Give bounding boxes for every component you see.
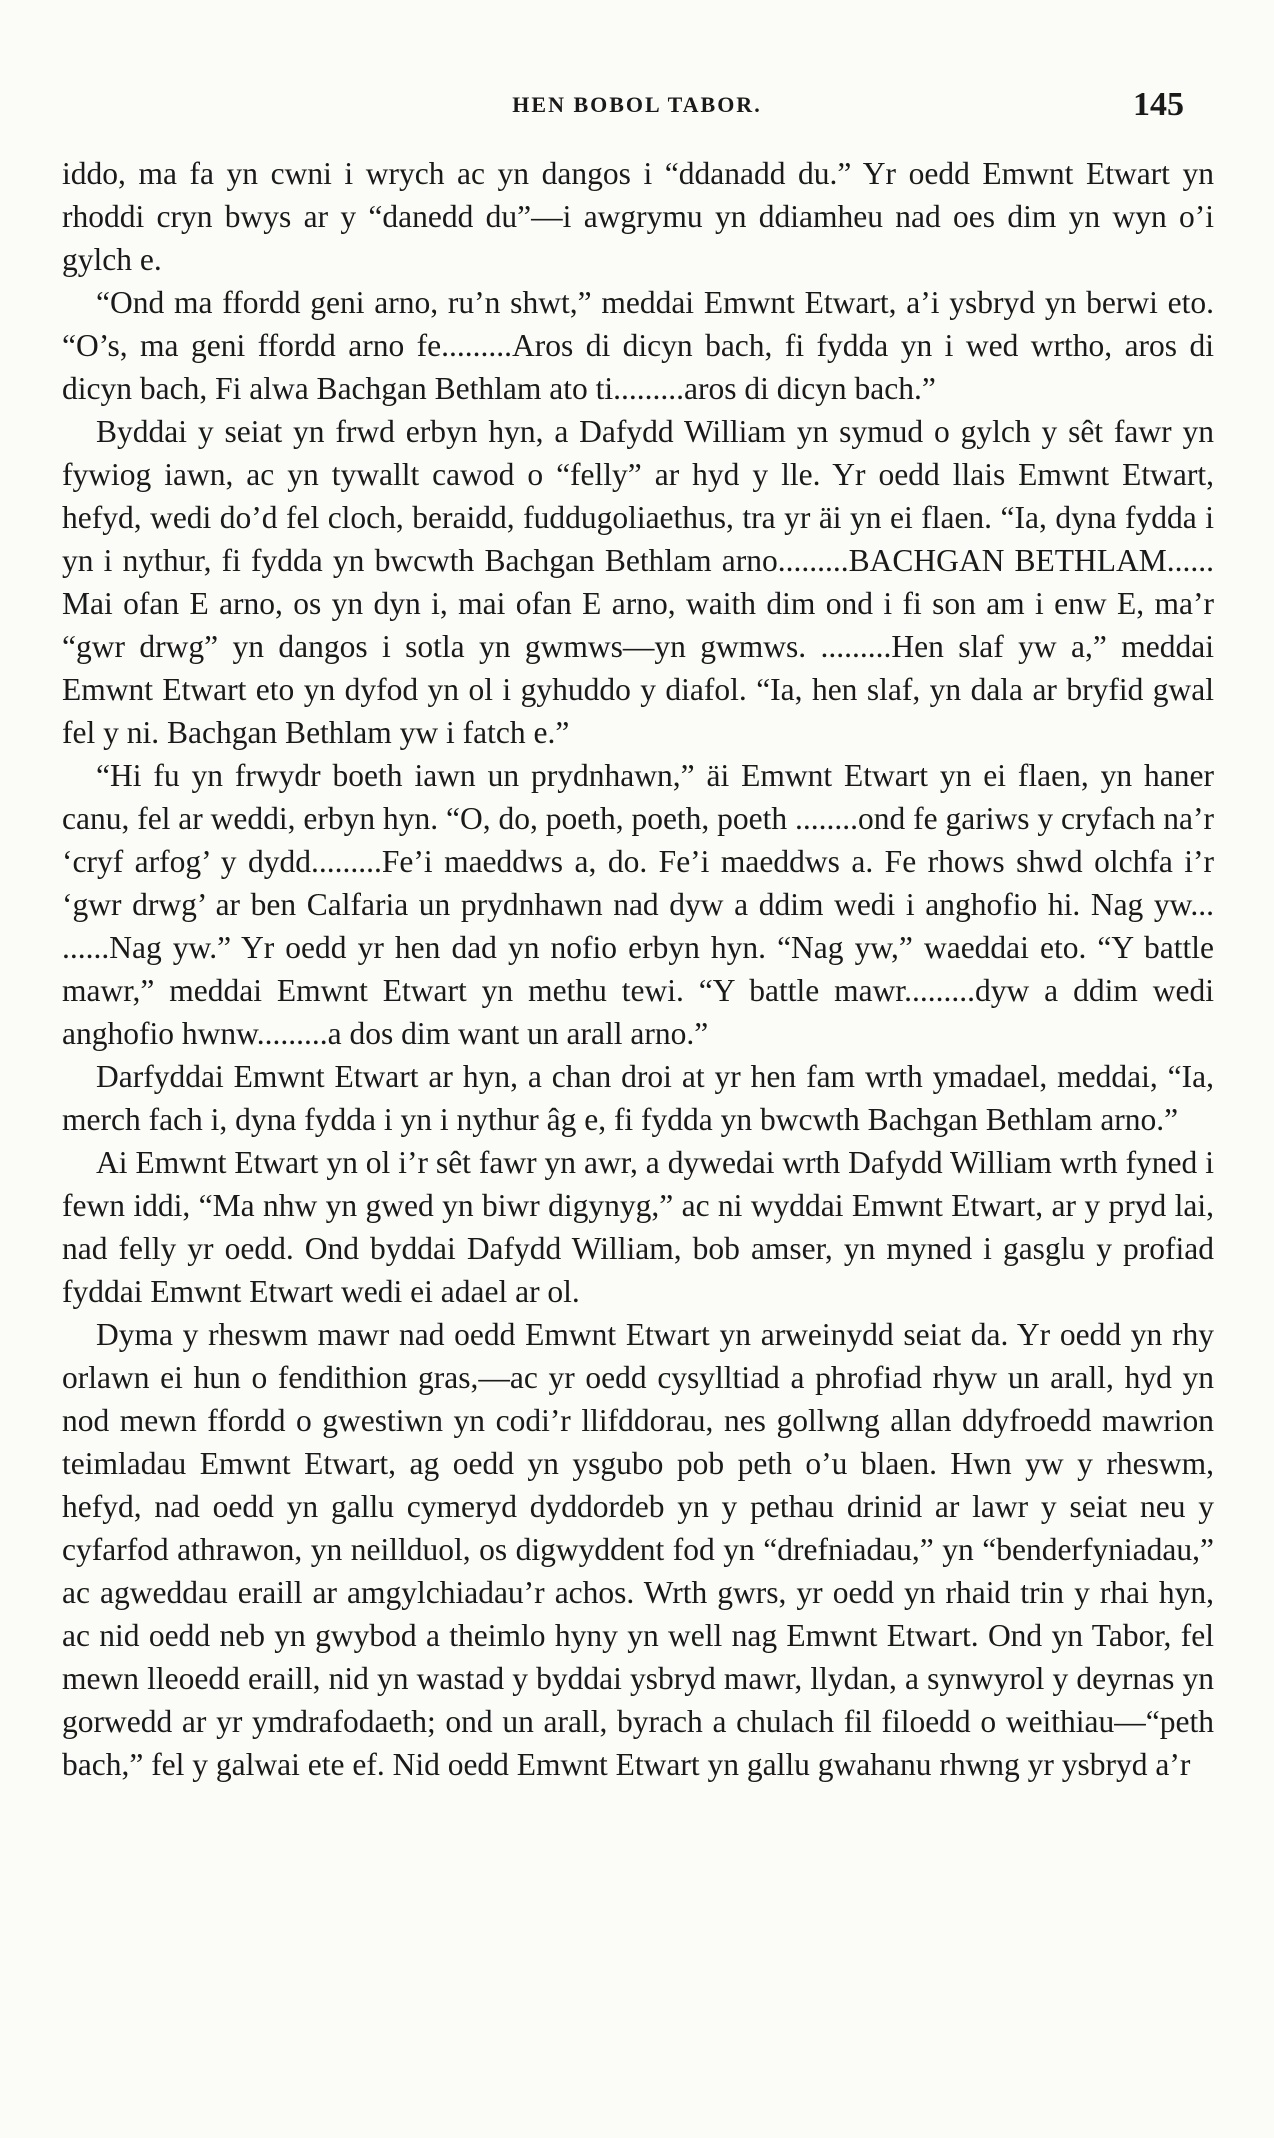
paragraph: Darfyddai Emwnt Etwart ar hyn, a chan droi at yr hen fam wrth ymadael, meddai, “Ia, merch fach i, dyna fydda i yn i nythur âg e, fi fydda yn bwcwth Bachgan Bethlam arno.” <box>62 1059 1214 1137</box>
running-header <box>60 86 1214 132</box>
paragraph: “Hi fu yn frwydr boeth iawn un prydnhawn,” äi Emwnt Etwart yn ei flaen, yn haner canu, fel ar weddi, erbyn hyn. “O, do, poeth, poeth, poeth ........ond fe gariws y cryfach na’r ‘cryf arfog’ y dydd.........Fe’i maeddws a, do. Fe’i maeddws a. Fe rhows shwd olchfa i’r ‘gwr drwg’ ar ben Calfaria un prydnhawn nad dyw a ddim wedi i anghofio hi. Nag yw... ......Nag yw.” Yr oedd yr hen dad yn nofio erbyn hyn. “Nag yw,” waeddai eto. “Y battle mawr,” meddai Emwnt Etwart yn methu tewi. “Y battle mawr.........dyw a ddim wedi anghofio hwnw.........a dos dim want un arall arno.” <box>62 758 1214 1051</box>
paragraph: Ai Emwnt Etwart yn ol i’r sêt fawr yn awr, a dywedai wrth Dafydd William wrth fyned i fewn iddi, “Ma nhw yn gwed yn biwr digynyg,” ac ni wyddai Emwnt Etwart, ar y pryd lai, nad felly yr oedd. Ond byddai Dafydd William, bob amser, yn myned i gasglu y profiad fyddai Emwnt Etwart wedi ei adael ar ol. <box>62 1145 1214 1309</box>
paragraph: Dyma y rheswm mawr nad oedd Emwnt Etwart yn arweinydd seiat da. Yr oedd yn rhy orlawn ei hun o fendithion gras,—ac yr oedd cysylltiad a phrofiad rhyw un arall, hyd yn nod mewn ffordd o gwestiwn yn codi’r llifddorau, nes gollwng allan ddyfroedd mawrion teimladau Emwnt Etwart, ag oedd yn ysgubo pob peth o’u blaen. Hwn yw y rheswm, hefyd, nad oedd yn gallu cymeryd dyddordeb yn y pethau drinid ar lawr y seiat neu y cyfarfod athrawon, yn neillduol, os digwyddent fod yn “drefniadau,” yn “benderfyniadau,” ac agweddau eraill ar amgylchiadau’r achos. Wrth gwrs, yr oedd yn rhaid trin y rhai hyn, ac nid oedd neb yn gwybod a theimlo hyny yn well nag Emwnt Etwart. Ond yn Tabor, fel mewn lleoedd eraill, nid yn wastad y byddai ysbryd mawr, llydan, a synwyrol y deyrnas yn gorwedd ar yr ymdrafodaeth; ond un arall, byrach a chulach fil filoedd o weithiau—“peth bach,” fel y galwai ete ef. Nid oedd Emwnt Etwart yn gallu gwahanu rhwng yr ysbryd a’r <box>62 1317 1214 1782</box>
paragraph: “Ond ma ffordd geni arno, ru’n shwt,” meddai Emwnt Etwart, a’i ysbryd yn berwi eto. “O’s, ma geni ffordd arno fe.........Aros di dicyn bach, fi fydda yn i wed wrtho, aros di dicyn bach, Fi alwa Bachgan Bethlam ato ti.........aros di dicyn bach.” <box>62 285 1214 406</box>
paragraph: iddo, ma fa yn cwni i wrych ac yn dangos i “ddanadd du.” Yr oedd Emwnt Etwart yn rhoddi cryn bwys ar y “danedd du”—i awgrymu yn ddiamheu nad oes dim yn wyn o’i gylch e. <box>62 156 1214 277</box>
running-title: HEN BOBOL TABOR. <box>512 92 762 117</box>
page-number: 145 <box>1133 86 1184 123</box>
body-text <box>62 152 1214 1786</box>
paragraph: Byddai y seiat yn frwd erbyn hyn, a Dafydd William yn symud o gylch y sêt fawr yn fywiog iawn, ac yn tywallt cawod o “felly” ar hyd y lle. Yr oedd llais Emwnt Etwart, hefyd, wedi do’d fel cloch, beraidd, fuddugoliaethus, tra yr äi yn ei flaen. “Ia, dyna fydda i yn i nythur, fi fydda yn bwcwth Bachgan Bethlam arno.........BACHGAN BETHLAM...... Mai ofan E arno, os yn dyn i, mai ofan E arno, waith dim ond i fi son am i enw E, ma’r “gwr drwg” yn dangos i sotla yn gwmws—yn gwmws. .........Hen slaf yw a,” meddai Emwnt Etwart eto yn dyfod yn ol i gyhuddo y diafol. “Ia, hen slaf, yn dala ar bryfid gwal fel y ni. Bachgan Bethlam yw i fatch e.” <box>62 414 1214 750</box>
